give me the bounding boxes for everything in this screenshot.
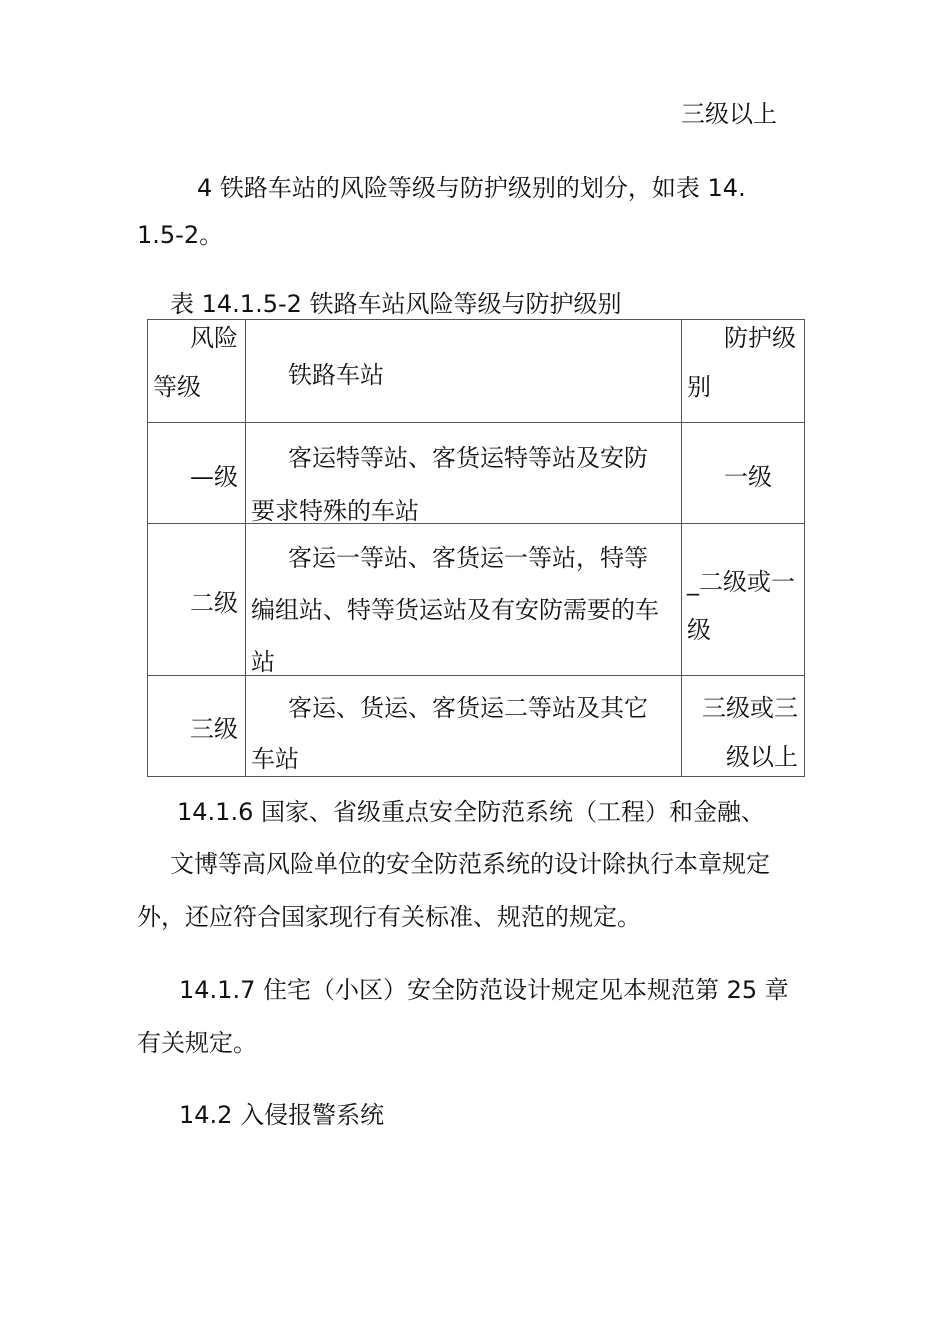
table-row [148, 676, 805, 777]
station-cell [246, 423, 682, 524]
station-line-1: 客运特等站、客货运特等站及安防 [288, 444, 648, 472]
table-header-row [148, 320, 805, 423]
clause-14-1-6-line-1: 14.1.6 国家、省级重点安全防范系统（工程）和金融、 [177, 798, 765, 826]
header-risk-level-line-2: 等级 [153, 373, 201, 401]
clause-4-line-2: 1.5-2。 [137, 221, 224, 249]
risk-level-cell [148, 423, 246, 524]
protection-level-line-1: _二级或一 [687, 568, 795, 596]
protection-level-line-2: 级 [687, 616, 711, 644]
risk-level-table [147, 319, 805, 777]
header-protection-level-line-2: 别 [687, 373, 711, 401]
header-risk-level-line-1: 风险 [190, 324, 238, 352]
clause-4-line-1: 4 铁路车站的风险等级与防护级别的划分，如表 14. [197, 174, 746, 202]
header-railway-station [246, 320, 682, 423]
clause-14-1-6-line-3: 外，还应符合国家现行有关标准、规范的规定。 [137, 903, 641, 931]
station-cell [246, 524, 682, 676]
station-line-1: 客运、货运、客货运二等站及其它 [288, 694, 648, 722]
station-line-1: 客运一等站、客货运一等站，特等 [288, 544, 648, 572]
header-protection-level [682, 320, 805, 423]
station-line-2: 要求特殊的车站 [251, 497, 419, 525]
protection-level-cell [682, 423, 805, 524]
protection-level-line-2: 级以上 [726, 743, 798, 771]
table-caption: 表 14.1.5-2 铁路车站风险等级与防护级别 [170, 290, 622, 318]
section-heading-14-2: 14.2 入侵报警系统 [179, 1101, 385, 1129]
clause-14-1-7-line-1: 14.1.7 住宅（小区）安全防范设计规定见本规范第 25 章 [179, 976, 789, 1004]
risk-level-text: 二级 [190, 589, 238, 617]
protection-level-line-1: 三级或三 [702, 694, 798, 722]
risk-level-cell [148, 676, 246, 777]
protection-level-cell [682, 524, 805, 676]
station-cell [246, 676, 682, 777]
table-row [148, 423, 805, 524]
header-risk-level [148, 320, 246, 423]
protection-level-text: 一级 [724, 463, 772, 491]
risk-level-text: 三级 [190, 715, 238, 743]
station-line-2: 编组站、特等货运站及有安防需要的车 [251, 596, 659, 624]
table-row [148, 524, 805, 676]
station-line-3: 站 [251, 648, 275, 676]
header-railway-station-text: 铁路车站 [288, 361, 384, 389]
risk-level-cell [148, 524, 246, 676]
station-line-2: 车站 [251, 745, 299, 773]
clause-14-1-6-line-2: 文博等高风险单位的安全防范系统的设计除执行本章规定 [170, 850, 770, 878]
risk-level-text: —级 [190, 463, 238, 491]
protection-level-cell [682, 676, 805, 777]
header-protection-level-line-1: 防护级 [724, 324, 796, 352]
previous-clause-tail: 三级以上 [681, 100, 777, 128]
clause-14-1-7-line-2: 有关规定。 [137, 1029, 257, 1057]
